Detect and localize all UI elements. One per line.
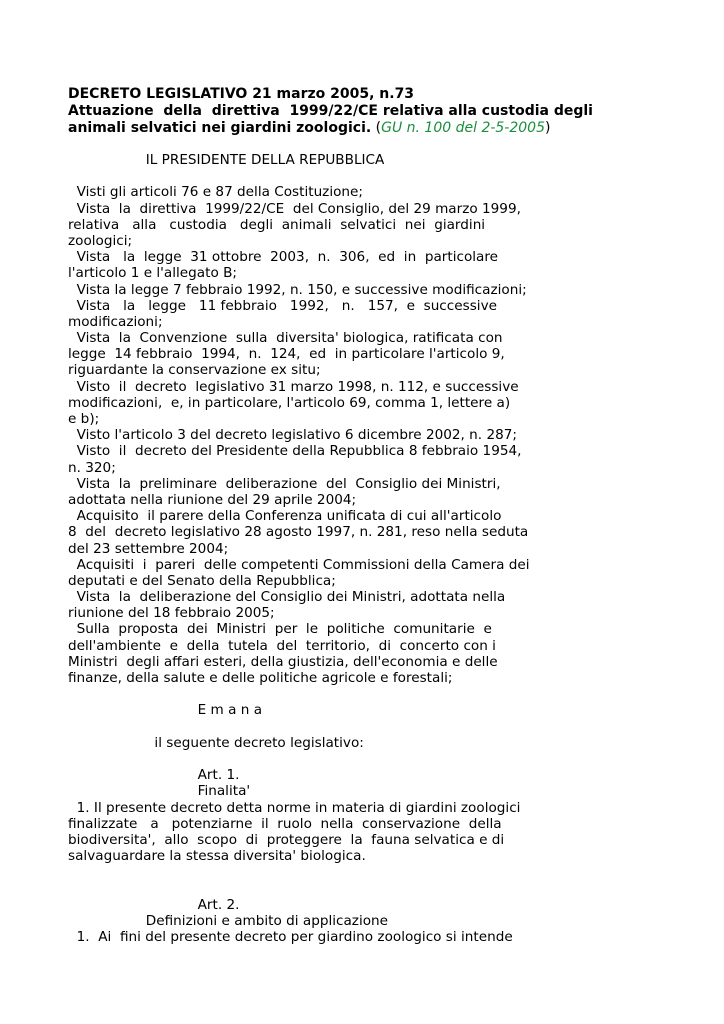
- body-line: [68, 751, 688, 767]
- body-line: n. 320;: [68, 459, 116, 476]
- body-line: E m a n a: [68, 702, 263, 719]
- body-line: relativa alla custodia degli animali selvatici nei giardini: [68, 216, 486, 233]
- body-line: Ministri degli affari esteri, della giustizia, dell'economia e delle: [68, 653, 498, 670]
- body-line: Visto il decreto del Presidente della Repubblica 8 febbraio 1954,: [68, 443, 522, 460]
- body-line: l'articolo 1 e l'allegato B;: [68, 265, 237, 282]
- body-line: Acquisito il parere della Conferenza unificata di cui all'articolo: [68, 508, 502, 525]
- title-line-1: DECRETO LEGISLATIVO 21 marzo 2005, n.73: [68, 86, 415, 102]
- body-line: riguardante la conservazione ex situ;: [68, 362, 321, 379]
- body-line: e b);: [68, 411, 100, 427]
- title-line-2: Attuazione della direttiva 1999/22/CE relativa alla custodia degli: [68, 103, 593, 119]
- body-line: Definizioni e ambito di applicazione: [68, 912, 389, 929]
- body-line: [68, 168, 688, 184]
- body-line: [68, 864, 688, 880]
- gu-close-paren: ): [545, 120, 551, 136]
- body-line: Visto l'articolo 3 del decreto legislativo 6 dicembre 2002, n. 287;: [68, 427, 517, 444]
- title-line-3: [68, 120, 668, 137]
- body-line: Sulla proposta dei Ministri per le politiche comunitarie e: [68, 621, 492, 638]
- document-title: [68, 86, 668, 137]
- body-line: Visto il decreto legislativo 31 marzo 1998, n. 112, e successive: [68, 378, 519, 395]
- gazzetta-ufficiale-reference: GU n. 100 del 2-5-2005: [381, 120, 545, 136]
- body-line: finanze, della salute e delle politiche agricole e forestali;: [68, 670, 453, 686]
- body-line: modificazioni, e, in particolare, l'articolo 69, comma 1, lettere a): [68, 394, 511, 411]
- body-line: Vista la preliminare deliberazione del Consiglio dei Ministri,: [68, 475, 501, 492]
- body-line: del 23 settembre 2004;: [68, 540, 229, 557]
- body-line: Vista la Convenzione sulla diversita' biologica, ratificata con: [68, 330, 503, 347]
- body-line: finalizzate a potenziarne il ruolo nella conservazione della: [68, 815, 502, 832]
- body-line: deputati e del Senato della Repubblica;: [68, 572, 336, 589]
- gu-open-paren: (: [371, 120, 382, 136]
- body-line: 8 del decreto legislativo 28 agosto 1997, n. 281, reso nella seduta: [68, 524, 529, 541]
- title-line-3-text: animali selvatici nei giardini zoologici.: [68, 120, 372, 136]
- decree-body-text: [68, 152, 688, 945]
- body-line: Visti gli articoli 76 e 87 della Costituzione;: [68, 184, 363, 201]
- body-line: biodiversita', allo scopo di proteggere la fauna selvatica e di: [68, 831, 505, 848]
- body-line: Finalita': [68, 783, 251, 800]
- body-line: Vista la deliberazione del Consiglio dei Ministri, adottata nella: [68, 589, 506, 606]
- body-line: 1. Ai fini del presente decreto per giardino zoologico si intende: [68, 929, 513, 945]
- body-line: [68, 880, 688, 896]
- body-line: dell'ambiente e della tutela del territorio, di concerto con i: [68, 637, 496, 654]
- body-line: Art. 1.: [68, 767, 240, 784]
- body-line: 1. Il presente decreto detta norme in materia di giardini zoologici: [68, 799, 521, 816]
- body-line: modificazioni;: [68, 313, 163, 330]
- body-line: riunione del 18 febbraio 2005;: [68, 605, 275, 622]
- body-line: Vista la legge 7 febbraio 1992, n. 150, e successive modificazioni;: [68, 281, 527, 298]
- body-line: Acquisiti i pareri delle competenti Commissioni della Camera dei: [68, 556, 530, 573]
- body-line: Art. 2.: [68, 896, 240, 913]
- body-line: zoologici;: [68, 232, 133, 249]
- body-line: salvaguardare la stessa diversita' biologica.: [68, 848, 366, 865]
- body-line: legge 14 febbraio 1994, n. 124, ed in particolare l'articolo 9,: [68, 346, 505, 363]
- body-line: adottata nella riunione del 29 aprile 2004;: [68, 491, 357, 508]
- body-line: IL PRESIDENTE DELLA REPUBBLICA: [68, 152, 385, 168]
- body-line: il seguente decreto legislativo:: [68, 734, 364, 751]
- body-line: Vista la legge 31 ottobre 2003, n. 306, ed in particolare: [68, 249, 499, 266]
- body-line: Vista la direttiva 1999/22/CE del Consiglio, del 29 marzo 1999,: [68, 200, 521, 217]
- body-line: [68, 686, 688, 702]
- body-line: [68, 719, 688, 735]
- body-line: Vista la legge 11 febbraio 1992, n. 157, e successive: [68, 297, 497, 314]
